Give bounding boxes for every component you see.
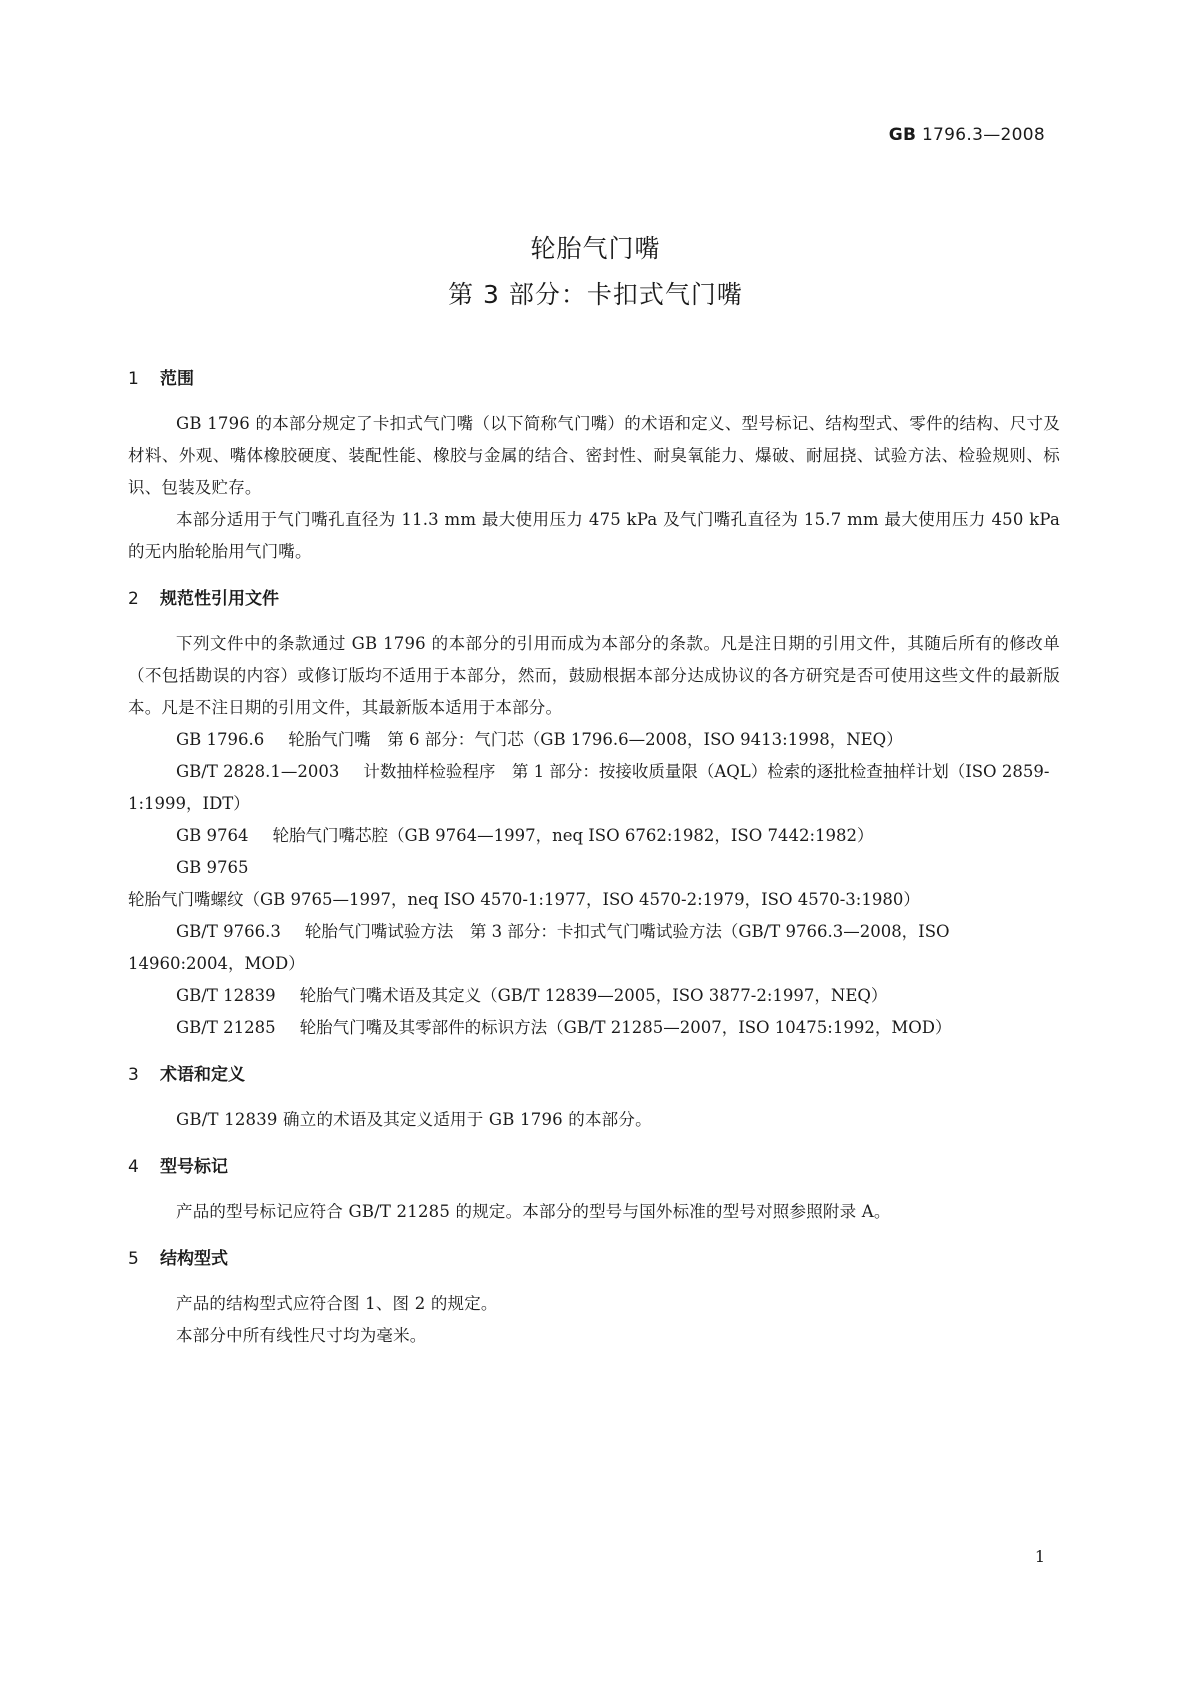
section-title: 规范性引用文件 [160, 589, 279, 609]
reference-code: GB 9765 [176, 858, 249, 877]
reference-item [128, 820, 1060, 852]
reference-item [128, 1012, 1060, 1044]
reference-text: 轮胎气门嘴试验方法 第 3 部分：卡扣式气门嘴试验方法（GB/T 9766.3—2008，ISO 14960:2004，MOD） [128, 922, 950, 973]
paragraph: GB 1796 的本部分规定了卡扣式气门嘴（以下简称气门嘴）的术语和定义、型号标记、结构型式、零件的结构、尺寸及材料、外观、嘴体橡胶硬度、装配性能、橡胶与金属的结合、密封性、耐臭氧能力、爆破、耐屈挠、试验方法、检验规则、标识、包装及贮存。 [128, 414, 1060, 497]
reference-text: 轮胎气门嘴术语及其定义（GB/T 12839—2005，ISO 3877-2:1997，NEQ） [299, 986, 888, 1005]
reference-item [128, 756, 1060, 820]
reference-item [128, 916, 1060, 980]
paragraph: 产品的型号标记应符合 GB/T 21285 的规定。本部分的型号与国外标准的型号对照参照附录 A。 [176, 1202, 891, 1221]
section-number: 5 [128, 1249, 139, 1269]
standard-code: 1796.3—2008 [921, 125, 1045, 145]
title-line-2: 第 3 部分：卡扣式气门嘴 [448, 280, 743, 309]
section-heading-terms-and-definitions [128, 1064, 1060, 1086]
reference-code: GB 9764 [176, 826, 249, 845]
paragraph: 本部分适用于气门嘴孔直径为 11.3 mm 最大使用压力 475 kPa 及气门嘴孔直径为 15.7 mm 最大使用压力 450 kPa 的无内胎轮胎用气门嘴。 [128, 510, 1060, 561]
reference-item [128, 980, 1060, 1012]
reference-text: 轮胎气门嘴 第 6 部分：气门芯（GB 1796.6—2008，ISO 9413:1998，NEQ） [288, 730, 903, 749]
title-line-1: 轮胎气门嘴 [530, 234, 661, 263]
reference-code: GB/T 2828.1—2003 [176, 762, 340, 781]
section-heading-scope [128, 368, 1060, 390]
section-heading-structure-type [128, 1248, 1060, 1270]
paragraph: 本部分中所有线性尺寸均为毫米。 [176, 1326, 427, 1345]
standard-number [889, 125, 1045, 145]
reference-text: 轮胎气门嘴芯腔（GB 9764—1997，neq ISO 6762:1982，ISO 7442:1982） [272, 826, 874, 845]
document-body [128, 368, 1060, 1352]
section-number: 4 [128, 1157, 139, 1177]
section-number: 3 [128, 1065, 139, 1085]
reference-text: 轮胎气门嘴螺纹（GB 9765—1997，neq ISO 4570-1:1977，ISO 4570-2:1979，ISO 4570-3:1980） [128, 890, 920, 909]
paragraph: 产品的结构型式应符合图 1、图 2 的规定。 [176, 1294, 498, 1313]
section-title: 术语和定义 [160, 1065, 245, 1085]
paragraph: 下列文件中的条款通过 GB 1796 的本部分的引用而成为本部分的条款。凡是注日期的引用文件，其随后所有的修改单（不包括勘误的内容）或修订版均不适用于本部分，然而，鼓励根据本部分达成协议的各方研究是否可使用这些文件的最新版本。凡是不注日期的引用文件，其最新版本适用于本部分。 [128, 634, 1060, 717]
page-number: 1 [1034, 1547, 1045, 1566]
reference-code: GB/T 9766.3 [176, 922, 281, 941]
reference-text: 轮胎气门嘴及其零部件的标识方法（GB/T 21285—2007，ISO 10475:1992，MOD） [299, 1018, 952, 1037]
reference-item [128, 852, 1060, 916]
reference-code: GB 1796.6 [176, 730, 265, 749]
reference-item [128, 724, 1060, 756]
reference-code: GB/T 12839 [176, 986, 276, 1005]
section-number: 1 [128, 369, 139, 389]
document-title [0, 226, 1191, 318]
reference-text: 计数抽样检验程序 第 1 部分：按接收质量限（AQL）检索的逐批检查抽样计划（ISO 2859-1:1999，IDT） [128, 762, 1050, 813]
section-number: 2 [128, 589, 139, 609]
section-title: 结构型式 [160, 1249, 228, 1269]
section-heading-normative-references [128, 588, 1060, 610]
paragraph: GB/T 12839 确立的术语及其定义适用于 GB 1796 的本部分。 [176, 1110, 652, 1129]
section-title: 型号标记 [160, 1157, 228, 1177]
section-title: 范围 [160, 369, 194, 389]
section-heading-model-designation [128, 1156, 1060, 1178]
standard-prefix: GB [888, 125, 917, 145]
reference-code: GB/T 21285 [176, 1018, 276, 1037]
